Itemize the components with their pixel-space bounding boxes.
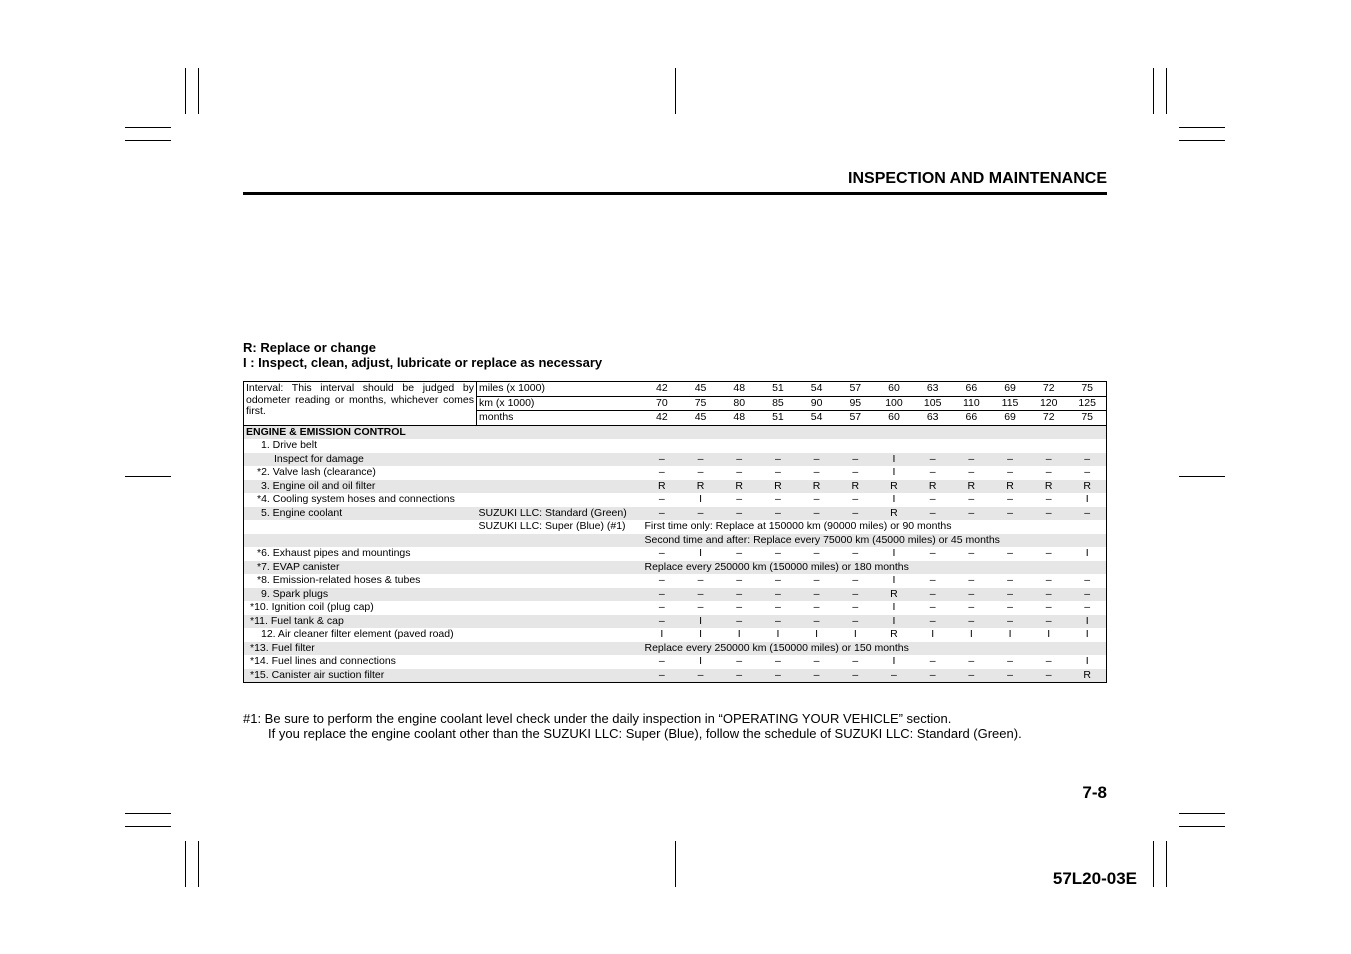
schedule-cell: –: [759, 507, 798, 521]
legend-replace: R: Replace or change: [243, 340, 376, 355]
interval-span-text: Second time and after: Replace every 75000 km (45000 miles) or 45 months: [643, 534, 1107, 548]
schedule-cell: R: [1029, 480, 1068, 494]
item-sublabel: [477, 480, 643, 494]
item-sublabel: [477, 601, 643, 615]
section-title: ENGINE & EMISSION CONTROL: [244, 425, 1107, 439]
schedule-cell: R: [681, 480, 720, 494]
schedule-cell: –: [929, 493, 936, 505]
interval-span-text: Replace every 250000 km (150000 miles) or 150 months: [643, 642, 1107, 656]
schedule-cell: –: [952, 588, 991, 602]
crop-mark: [1166, 841, 1167, 887]
schedule-cell: I: [1085, 655, 1089, 667]
item-label: [244, 520, 477, 534]
item-label: *13. Fuel filter: [244, 642, 477, 656]
schedule-cell: –: [813, 547, 820, 559]
table-row: [244, 507, 1107, 521]
schedule-cell: –: [736, 493, 743, 505]
schedule-cell: I: [1008, 628, 1012, 640]
schedule-cell: –: [797, 615, 836, 629]
schedule-cell: –: [1007, 655, 1013, 667]
interval-value: 54: [797, 382, 836, 397]
interval-value: 72: [1029, 411, 1068, 426]
document-code: 57L20-03E: [1052, 869, 1137, 888]
schedule-cell: –: [836, 615, 875, 629]
footnote-1: #1: Be sure to perform the engine coolant level check under the daily inspection in “OPERATING YOUR VEHICLE” section.: [243, 711, 952, 726]
schedule-cell: –: [929, 601, 936, 613]
interval-value: 66: [952, 382, 991, 397]
interval-value: 75: [681, 396, 720, 411]
schedule-cell: –: [697, 574, 704, 586]
crop-mark: [1153, 841, 1154, 887]
empty-cell: [643, 439, 1107, 453]
schedule-cell: –: [836, 588, 875, 602]
item-label: 9. Spark plugs: [244, 588, 477, 602]
crop-mark: [1153, 68, 1154, 114]
schedule-cell: –: [1029, 507, 1068, 521]
interval-unit-label: miles (x 1000): [477, 382, 643, 397]
schedule-cell: –: [952, 669, 991, 683]
schedule-cell: –: [797, 507, 836, 521]
interval-value: 54: [797, 411, 836, 426]
schedule-cell: –: [759, 615, 798, 629]
maintenance-schedule-table: [243, 381, 1107, 683]
header-rule: [243, 192, 1107, 195]
table-row: [244, 628, 1107, 642]
item-label: *6. Exhaust pipes and mountings: [257, 547, 411, 559]
interval-span-text: First time only: Replace at 150000 km (90000 miles) or 90 months: [644, 520, 952, 532]
schedule-cell: I: [892, 601, 896, 613]
crop-mark: [185, 841, 186, 887]
crop-mark: [1179, 476, 1225, 477]
schedule-cell: –: [736, 601, 743, 613]
schedule-cell: –: [991, 669, 1030, 683]
interval-value: 60: [875, 382, 914, 397]
interval-value: 105: [913, 396, 952, 411]
schedule-cell: I: [699, 493, 702, 505]
schedule-cell: –: [968, 493, 975, 505]
schedule-cell: –: [929, 655, 936, 667]
schedule-cell: –: [658, 493, 665, 505]
schedule-cell: –: [720, 453, 759, 467]
schedule-cell: –: [913, 669, 952, 683]
schedule-cell: –: [681, 588, 720, 602]
schedule-cell: –: [658, 466, 665, 478]
table-row: [244, 453, 1107, 467]
schedule-cell: I: [1047, 628, 1051, 640]
schedule-cell: –: [774, 601, 781, 613]
page-number: 7-8: [1082, 783, 1107, 802]
interval-note: Interval: This interval should be judged by odometer reading or months, whichever comes first.: [244, 382, 477, 426]
schedule-cell: I: [681, 615, 720, 629]
schedule-cell: –: [736, 574, 743, 586]
schedule-cell: –: [852, 574, 859, 586]
schedule-cell: –: [813, 466, 820, 478]
crop-mark: [1179, 140, 1225, 141]
item-label: 1. Drive belt: [261, 439, 318, 451]
schedule-cell: R: [952, 480, 991, 494]
crop-mark: [125, 127, 171, 128]
schedule-cell: –: [813, 493, 820, 505]
schedule-cell: –: [1045, 655, 1052, 667]
item-sublabel: [477, 628, 643, 642]
schedule-cell: –: [1007, 601, 1013, 613]
schedule-cell: –: [1045, 493, 1052, 505]
interval-value: 72: [1029, 382, 1068, 397]
crop-mark: [1179, 127, 1225, 128]
interval-header-row: [244, 382, 1107, 397]
interval-value: 100: [875, 396, 914, 411]
crop-mark: [675, 68, 676, 114]
schedule-cell: I: [815, 628, 819, 640]
crop-mark: [198, 841, 199, 887]
table-row: [244, 615, 1107, 629]
schedule-cell: –: [1007, 493, 1013, 505]
schedule-cell: I: [1068, 615, 1107, 629]
schedule-cell: –: [720, 507, 759, 521]
schedule-cell: –: [1029, 453, 1068, 467]
schedule-cell: –: [836, 507, 875, 521]
schedule-cell: –: [658, 601, 665, 613]
schedule-cell: –: [968, 655, 975, 667]
table-row: [244, 574, 1107, 588]
schedule-cell: –: [875, 669, 914, 683]
item-sublabel: [477, 655, 643, 669]
schedule-cell: R: [991, 480, 1030, 494]
interval-span-text: Replace every 250000 km (150000 miles) or 180 months: [643, 561, 1107, 575]
item-label: *11. Fuel tank & cap: [244, 615, 477, 629]
item-sublabel: [477, 574, 643, 588]
schedule-cell: –: [813, 601, 820, 613]
item-sublabel: [477, 615, 643, 629]
schedule-cell: R: [875, 588, 914, 602]
schedule-cell: –: [1068, 588, 1107, 602]
schedule-cell: R: [913, 480, 952, 494]
schedule-cell: –: [774, 493, 781, 505]
interval-value: 45: [681, 411, 720, 426]
schedule-cell: –: [968, 547, 975, 559]
table-row: [244, 669, 1107, 683]
item-label: 5. Engine coolant: [244, 507, 477, 521]
schedule-cell: –: [913, 507, 952, 521]
schedule-cell: –: [643, 507, 682, 521]
item-sublabel: [477, 642, 643, 656]
item-sublabel: [477, 588, 643, 602]
schedule-cell: –: [968, 574, 975, 586]
schedule-cell: –: [681, 453, 720, 467]
schedule-cell: –: [836, 669, 875, 683]
interval-value: 66: [952, 411, 991, 426]
schedule-cell: –: [1084, 574, 1091, 586]
schedule-cell: I: [1085, 493, 1089, 505]
legend-inspect: I : Inspect, clean, adjust, lubricate or replace as necessary: [243, 355, 603, 370]
schedule-cell: –: [658, 574, 665, 586]
schedule-cell: I: [892, 466, 896, 478]
interval-value: 80: [720, 396, 759, 411]
schedule-cell: –: [813, 574, 820, 586]
interval-value: 63: [913, 411, 952, 426]
crop-mark: [125, 476, 171, 477]
item-label: 3. Engine oil and oil filter: [244, 480, 477, 494]
item-sublabel: [477, 493, 643, 507]
interval-value: 42: [643, 382, 682, 397]
schedule-cell: –: [1029, 615, 1068, 629]
schedule-cell: –: [913, 453, 952, 467]
schedule-cell: –: [1084, 466, 1091, 478]
schedule-cell: –: [1068, 507, 1107, 521]
item-sublabel: SUZUKI LLC: Standard (Green): [477, 507, 643, 521]
interval-value: 45: [681, 382, 720, 397]
interval-value: 42: [643, 411, 682, 426]
interval-value: 85: [759, 396, 798, 411]
schedule-cell: –: [836, 453, 875, 467]
schedule-cell: –: [852, 493, 859, 505]
schedule-cell: I: [892, 493, 896, 505]
schedule-cell: –: [774, 574, 781, 586]
schedule-cell: –: [1068, 453, 1107, 467]
interval-unit-label: months: [477, 411, 643, 426]
schedule-cell: –: [759, 588, 798, 602]
schedule-cell: I: [776, 628, 780, 640]
schedule-cell: –: [774, 466, 781, 478]
item-label: [244, 534, 477, 548]
schedule-cell: I: [699, 655, 702, 667]
interval-value: 90: [797, 396, 836, 411]
schedule-cell: –: [1029, 669, 1068, 683]
table-row: [244, 561, 1107, 575]
table-row: [244, 493, 1107, 507]
schedule-cell: –: [952, 453, 991, 467]
schedule-cell: –: [929, 466, 936, 478]
schedule-cell: –: [991, 453, 1030, 467]
item-label: Inspect for damage: [244, 453, 477, 467]
schedule-cell: –: [643, 453, 682, 467]
schedule-cell: –: [797, 669, 836, 683]
schedule-cell: –: [852, 466, 859, 478]
schedule-cell: –: [1007, 574, 1013, 586]
interval-value: 75: [1068, 382, 1107, 397]
schedule-cell: I: [1085, 547, 1089, 559]
interval-value: 115: [991, 396, 1030, 411]
schedule-cell: I: [737, 628, 741, 640]
table-row: [244, 466, 1107, 480]
schedule-cell: –: [736, 655, 743, 667]
schedule-cell: –: [658, 547, 665, 559]
item-label: *4. Cooling system hoses and connections: [257, 493, 455, 505]
schedule-cell: –: [697, 601, 704, 613]
interval-unit-label: km (x 1000): [477, 396, 643, 411]
item-sublabel: [477, 453, 643, 467]
section-header-title: INSPECTION AND MAINTENANCE: [848, 170, 1107, 187]
crop-mark: [1166, 68, 1167, 114]
schedule-cell: –: [1045, 574, 1052, 586]
schedule-cell: –: [952, 507, 991, 521]
schedule-cell: –: [929, 547, 936, 559]
table-row: [244, 642, 1107, 656]
crop-mark: [125, 826, 171, 827]
interval-value: 125: [1068, 396, 1107, 411]
schedule-cell: –: [759, 453, 798, 467]
crop-mark: [675, 841, 676, 887]
schedule-cell: –: [813, 655, 820, 667]
interval-value: 75: [1068, 411, 1107, 426]
schedule-cell: I: [1085, 628, 1089, 640]
schedule-cell: I: [969, 628, 973, 640]
schedule-cell: –: [643, 615, 682, 629]
schedule-cell: –: [929, 574, 936, 586]
schedule-cell: –: [658, 655, 665, 667]
interval-value: 69: [991, 382, 1030, 397]
schedule-cell: R: [1068, 480, 1107, 494]
item-sublabel: [477, 534, 643, 548]
schedule-cell: –: [720, 615, 759, 629]
schedule-cell: R: [836, 480, 875, 494]
item-label: *8. Emission-related hoses & tubes: [257, 574, 421, 586]
table-row: [244, 601, 1107, 615]
schedule-cell: R: [1068, 669, 1107, 683]
interval-value: 63: [913, 382, 952, 397]
crop-mark: [185, 68, 186, 114]
schedule-cell: –: [991, 588, 1030, 602]
schedule-cell: –: [774, 547, 781, 559]
schedule-cell: I: [892, 655, 896, 667]
schedule-cell: R: [890, 628, 898, 640]
schedule-cell: –: [1045, 466, 1052, 478]
schedule-cell: –: [736, 466, 743, 478]
schedule-cell: –: [1045, 601, 1052, 613]
item-label: *15. Canister air suction filter: [244, 669, 477, 683]
schedule-cell: R: [720, 480, 759, 494]
item-sublabel: [477, 466, 643, 480]
schedule-cell: –: [643, 669, 682, 683]
schedule-cell: R: [875, 480, 914, 494]
crop-mark: [1179, 813, 1225, 814]
schedule-cell: –: [852, 655, 859, 667]
interval-value: 60: [875, 411, 914, 426]
crop-mark: [1179, 826, 1225, 827]
item-sublabel: SUZUKI LLC: Super (Blue) (#1): [478, 520, 626, 532]
interval-value: 57: [836, 382, 875, 397]
schedule-cell: –: [968, 466, 975, 478]
table-row: [244, 655, 1107, 669]
schedule-cell: I: [875, 615, 914, 629]
crop-mark: [198, 68, 199, 114]
interval-value: 51: [759, 382, 798, 397]
interval-value: 48: [720, 382, 759, 397]
schedule-cell: –: [852, 547, 859, 559]
schedule-cell: –: [774, 655, 781, 667]
item-label: 12. Air cleaner filter element (paved road): [261, 628, 454, 640]
schedule-cell: R: [759, 480, 798, 494]
table-row: [244, 534, 1107, 548]
item-sublabel: [477, 669, 643, 683]
schedule-cell: –: [913, 615, 952, 629]
schedule-cell: –: [697, 466, 704, 478]
item-label: *7. EVAP canister: [244, 561, 477, 575]
schedule-cell: R: [875, 507, 914, 521]
item-sublabel: [477, 561, 643, 575]
interval-value: 51: [759, 411, 798, 426]
interval-value: 70: [643, 396, 682, 411]
schedule-cell: I: [931, 628, 935, 640]
schedule-cell: –: [968, 601, 975, 613]
crop-mark: [125, 813, 171, 814]
schedule-cell: –: [991, 615, 1030, 629]
schedule-cell: –: [797, 453, 836, 467]
schedule-cell: –: [1007, 547, 1013, 559]
schedule-cell: –: [1084, 601, 1091, 613]
schedule-cell: R: [797, 480, 836, 494]
item-sublabel: [477, 439, 643, 453]
schedule-cell: –: [643, 588, 682, 602]
interval-value: 120: [1029, 396, 1068, 411]
interval-value: 110: [952, 396, 991, 411]
schedule-cell: –: [681, 507, 720, 521]
crop-mark: [125, 140, 171, 141]
interval-value: 48: [720, 411, 759, 426]
interval-value: 57: [836, 411, 875, 426]
schedule-cell: –: [681, 669, 720, 683]
item-label: *14. Fuel lines and connections: [250, 655, 396, 667]
item-label: *10. Ignition coil (plug cap): [250, 601, 374, 613]
table-row: [244, 439, 1107, 453]
schedule-cell: –: [1029, 588, 1068, 602]
schedule-cell: I: [699, 547, 702, 559]
table-row: [244, 480, 1107, 494]
schedule-cell: –: [759, 669, 798, 683]
item-sublabel: [477, 547, 643, 561]
schedule-cell: I: [875, 453, 914, 467]
table-row: [244, 547, 1107, 561]
schedule-cell: I: [660, 628, 664, 640]
schedule-cell: –: [991, 507, 1030, 521]
schedule-cell: –: [797, 588, 836, 602]
interval-value: 95: [836, 396, 875, 411]
schedule-cell: –: [913, 588, 952, 602]
schedule-cell: –: [720, 669, 759, 683]
interval-value: 69: [991, 411, 1030, 426]
footnote-2: If you replace the engine coolant other than the SUZUKI LLC: Super (Blue), follow the schedule of SUZUKI LLC: Standard (Green).: [268, 726, 1022, 741]
schedule-cell: I: [853, 628, 857, 640]
schedule-cell: –: [720, 588, 759, 602]
section-title-row: [244, 425, 1107, 439]
schedule-cell: –: [1007, 466, 1013, 478]
schedule-cell: –: [952, 615, 991, 629]
schedule-cell: I: [892, 574, 896, 586]
schedule-cell: I: [892, 547, 896, 559]
schedule-cell: R: [643, 480, 682, 494]
schedule-cell: –: [736, 547, 743, 559]
schedule-cell: –: [852, 601, 859, 613]
schedule-cell: I: [699, 628, 702, 640]
schedule-cell: –: [1045, 547, 1052, 559]
table-row: [244, 588, 1107, 602]
item-label: *2. Valve lash (clearance): [257, 466, 376, 478]
table-row: [244, 520, 1107, 534]
